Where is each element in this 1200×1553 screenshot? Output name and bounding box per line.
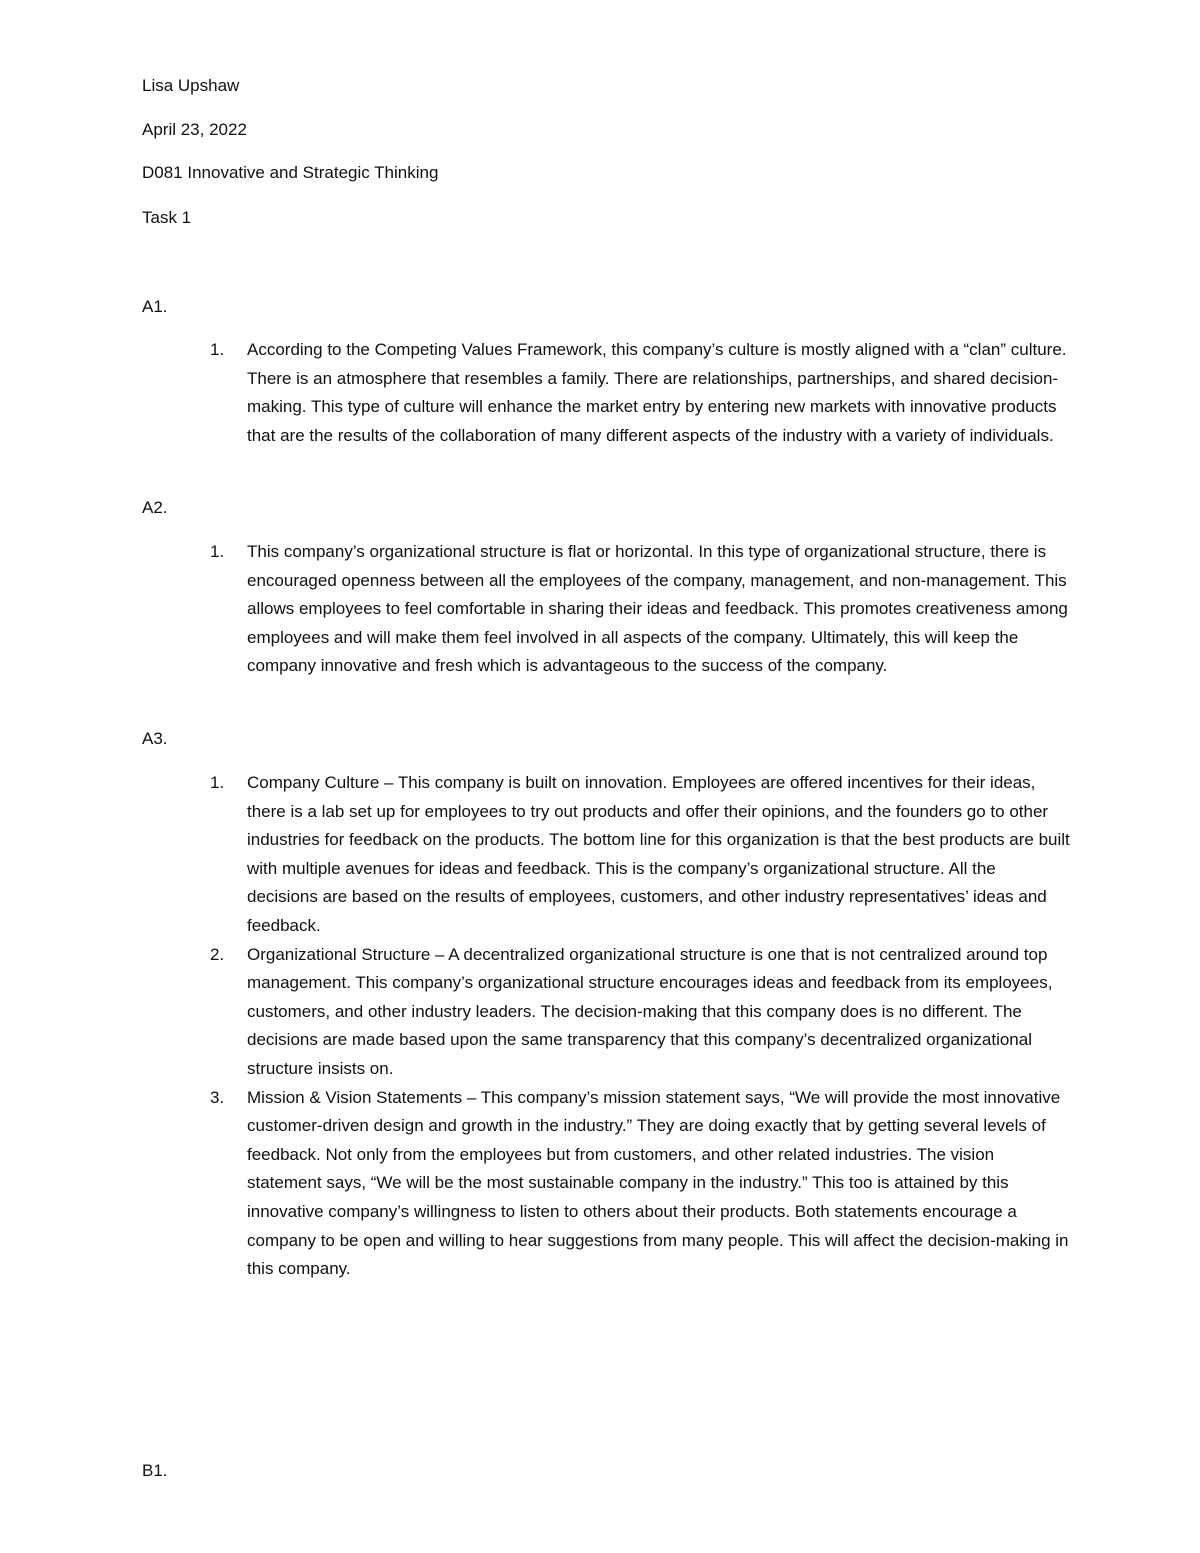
author-name: Lisa Upshaw xyxy=(142,76,240,95)
list-item xyxy=(210,941,1070,1084)
section-heading-a2: A2. xyxy=(142,498,168,517)
list-item-number: 1. xyxy=(210,542,225,561)
list-item-text: Company Culture – This company is built on innovation. Employees are offered incentives for their ideas, there is a lab set up for employees to try out products and offer their opinions, and the founders go to other industries for feedback on the products. The bottom line for this organization is that the best products are built with multiple avenues for ideas and feedback. This is the company’s organizational structure. All the decisions are based on the results of employees, customers, and other industry representatives’ ideas and feedback. xyxy=(247,773,1070,935)
section-a1-list xyxy=(210,336,1070,450)
list-item-text: Organizational Structure – A decentralized organizational structure is one that is not centralized around top management. This company’s organizational structure encourages ideas and feedback from its employees, customers, and other industry leaders. The decision-making that this company does is no different. The decisions are made based upon the same transparency that this company’s decentralized organizational structure insists on. xyxy=(247,944,1053,1078)
section-a2-list xyxy=(210,538,1070,681)
list-item-number: 1. xyxy=(210,773,225,792)
list-item-text: According to the Competing Values Framework, this company’s culture is mostly aligned with a “clan” culture. There is an atmosphere that resembles a family. There are relationships, partnerships, and shared decision-making. This type of culture will enhance the market entry by entering new markets with innovative products that are the results of the collaboration of many different aspects of the industry with a variety of individuals. xyxy=(247,340,1067,445)
list-item-number: 3. xyxy=(210,1087,225,1107)
section-a3-list xyxy=(210,769,1070,1284)
section-heading-a1: A1. xyxy=(142,297,168,316)
section-heading-b1: B1. xyxy=(142,1461,168,1480)
document-date: April 23, 2022 xyxy=(142,120,247,139)
task-label: Task 1 xyxy=(142,208,192,227)
section-heading-a3: A3. xyxy=(142,729,168,748)
list-item-text: This company’s organizational structure is flat or horizontal. In this type of organizational structure, there is encouraged openness between all the employees of the company, management, and non-management. This allows employees to feel comfortable in sharing their ideas and feedback. This promotes creativeness among employees and will make them feel involved in all aspects of the company. Ultimately, this will keep the company innovative and fresh which is advantageous to the success of the company. xyxy=(247,542,1068,676)
list-item xyxy=(210,769,1070,941)
list-item-number: 2. xyxy=(210,944,225,964)
list-item xyxy=(210,336,1070,450)
list-item-text: Mission & Vision Statements – This company’s mission statement says, “We will provide the most innovative customer-driven design and growth in the industry.” They are doing exactly that by getting several levels of feedback. Not only from the employees but from customers, and other related industries. The vision statement says, “We will be the most sustainable company in the industry.” This too is attained by this innovative company’s willingness to listen to others about their products. Both statements encourage a company to be open and willing to hear suggestions from many people. This will affect the decision-making in this company. xyxy=(247,1087,1069,1279)
list-item-number: 1. xyxy=(210,340,225,359)
list-item xyxy=(210,1084,1070,1284)
course-title: D081 Innovative and Strategic Thinking xyxy=(142,163,439,182)
list-item xyxy=(210,538,1070,681)
